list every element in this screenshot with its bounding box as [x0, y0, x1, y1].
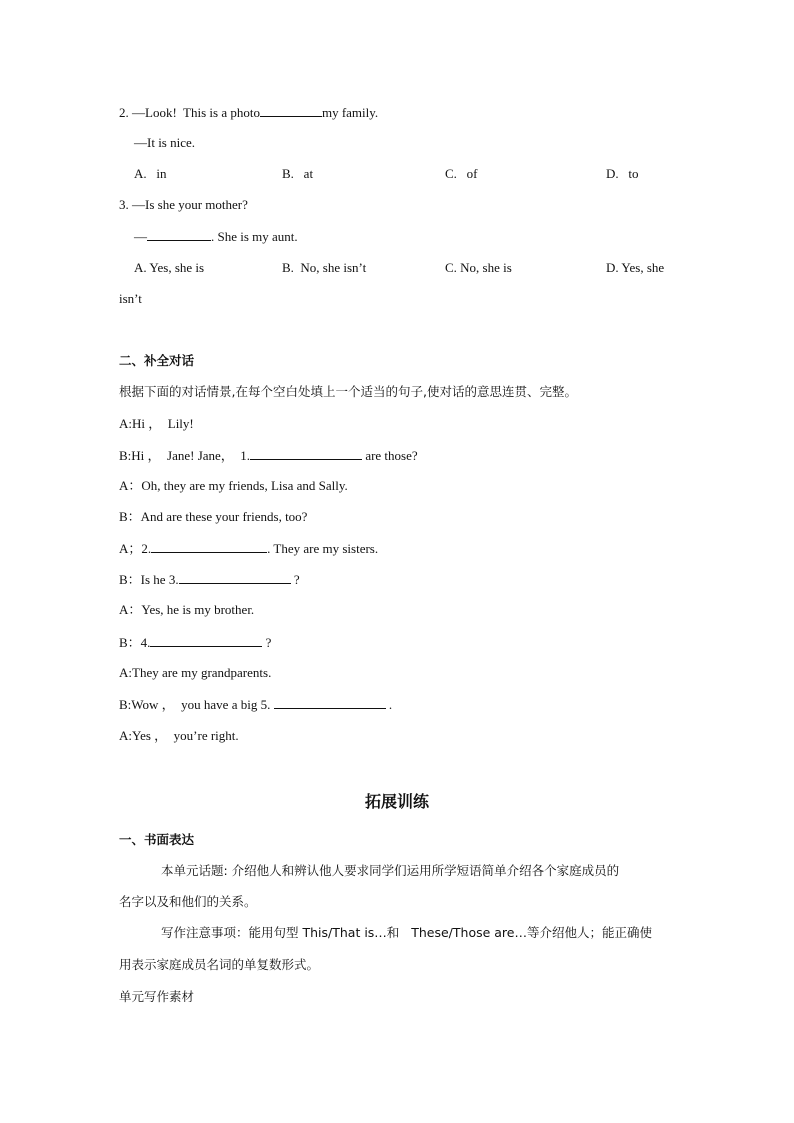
- q3-option-d-wrap: isn’t: [119, 291, 142, 306]
- q3-option-b: B. No, she isn’t: [282, 260, 367, 275]
- q3-option-c: C. No, she is: [445, 260, 512, 275]
- q3-reply-pre: —: [134, 229, 147, 244]
- dialogue-line-5-pre: A；2.: [119, 541, 152, 556]
- dialogue-line-10: [119, 696, 392, 713]
- q3-reply-post: . She is my aunt.: [211, 229, 298, 244]
- q3-reply: [134, 228, 298, 245]
- extension-heading: 一、书面表达: [119, 832, 195, 847]
- dialogue-line-10-pre: B:Wow ， you have a big 5.: [119, 697, 274, 712]
- extension-title: 拓展训练: [364, 792, 429, 811]
- topic-line-2: 名字以及和他们的关系。: [119, 894, 257, 909]
- dialogue-line-2-pre: B:Hi ， Jane! Jane， 1.: [119, 448, 251, 463]
- q2-option-c: C. of: [445, 166, 478, 181]
- topic-line-1: 本单元话题: 介绍他人和辨认他人要求同学们运用所学短语简单介绍各个家庭成员的: [161, 863, 620, 878]
- dialogue-line-8: [119, 634, 271, 651]
- q2-stem: [119, 104, 378, 121]
- q2-blank: [260, 104, 322, 117]
- dialogue-line-4: B：And are these your friends, too?: [119, 509, 308, 524]
- q2-stem-post: my family.: [321, 105, 379, 120]
- q3-option-d: D. Yes, she: [606, 260, 665, 275]
- dialogue-line-7: A：Yes, he is my brother.: [119, 602, 255, 617]
- section2-instruction: 根据下面的对话情景,在每个空白处填上一个适当的句子,使对话的意思连贯、完整。: [119, 384, 577, 399]
- dialogue-line-8-post: ?: [262, 635, 272, 650]
- writing-material-label: 单元写作素材: [119, 989, 195, 1004]
- dialogue-line-6-post: ?: [290, 572, 300, 587]
- dialogue-line-6-pre: B：Is he 3.: [119, 572, 179, 587]
- dialogue-line-9: A:They are my grandparents.: [119, 665, 272, 680]
- dialogue-line-2: [119, 447, 418, 464]
- dialogue-line-6: [119, 571, 300, 588]
- dialogue-line-8-pre: B：4.: [119, 635, 151, 650]
- dialogue-line-10-post: .: [385, 697, 393, 712]
- section2-heading: 二、补全对话: [119, 353, 195, 368]
- dialogue-blank-4: [150, 634, 262, 647]
- dialogue-line-5-post: . They are my sisters.: [267, 541, 379, 556]
- q2-stem-pre: 2. —Look! This is a photo: [119, 105, 260, 120]
- q3-option-a: A. Yes, she is: [134, 260, 205, 275]
- dialogue-line-11: A:Yes ， you’re right.: [119, 728, 239, 743]
- q3-stem: 3. —Is she your mother?: [119, 197, 248, 212]
- notes-line-2: 用表示家庭成员名词的单复数形式。: [119, 957, 320, 972]
- dialogue-line-2-post: are those?: [362, 448, 418, 463]
- dialogue-line-3: A：Oh, they are my friends, Lisa and Sally.: [119, 478, 348, 493]
- q2-option-b: B. at: [282, 166, 314, 181]
- dialogue-line-5: [119, 540, 378, 557]
- dialogue-blank-3: [179, 571, 291, 584]
- dialogue-blank-2: [151, 540, 267, 553]
- dialogue-blank-1: [250, 447, 362, 460]
- q2-option-a: A. in: [134, 166, 167, 181]
- dialogue-blank-5: [274, 696, 386, 709]
- q2-option-d: D. to: [606, 166, 639, 181]
- dialogue-line-1: A:Hi ， Lily!: [119, 416, 194, 431]
- notes-line-1: 写作注意事项：能用句型 This/That is…和 These/Those are…等介绍他人；能正确使: [161, 925, 652, 940]
- q2-reply: —It is nice.: [134, 135, 196, 150]
- q3-blank: [147, 228, 211, 241]
